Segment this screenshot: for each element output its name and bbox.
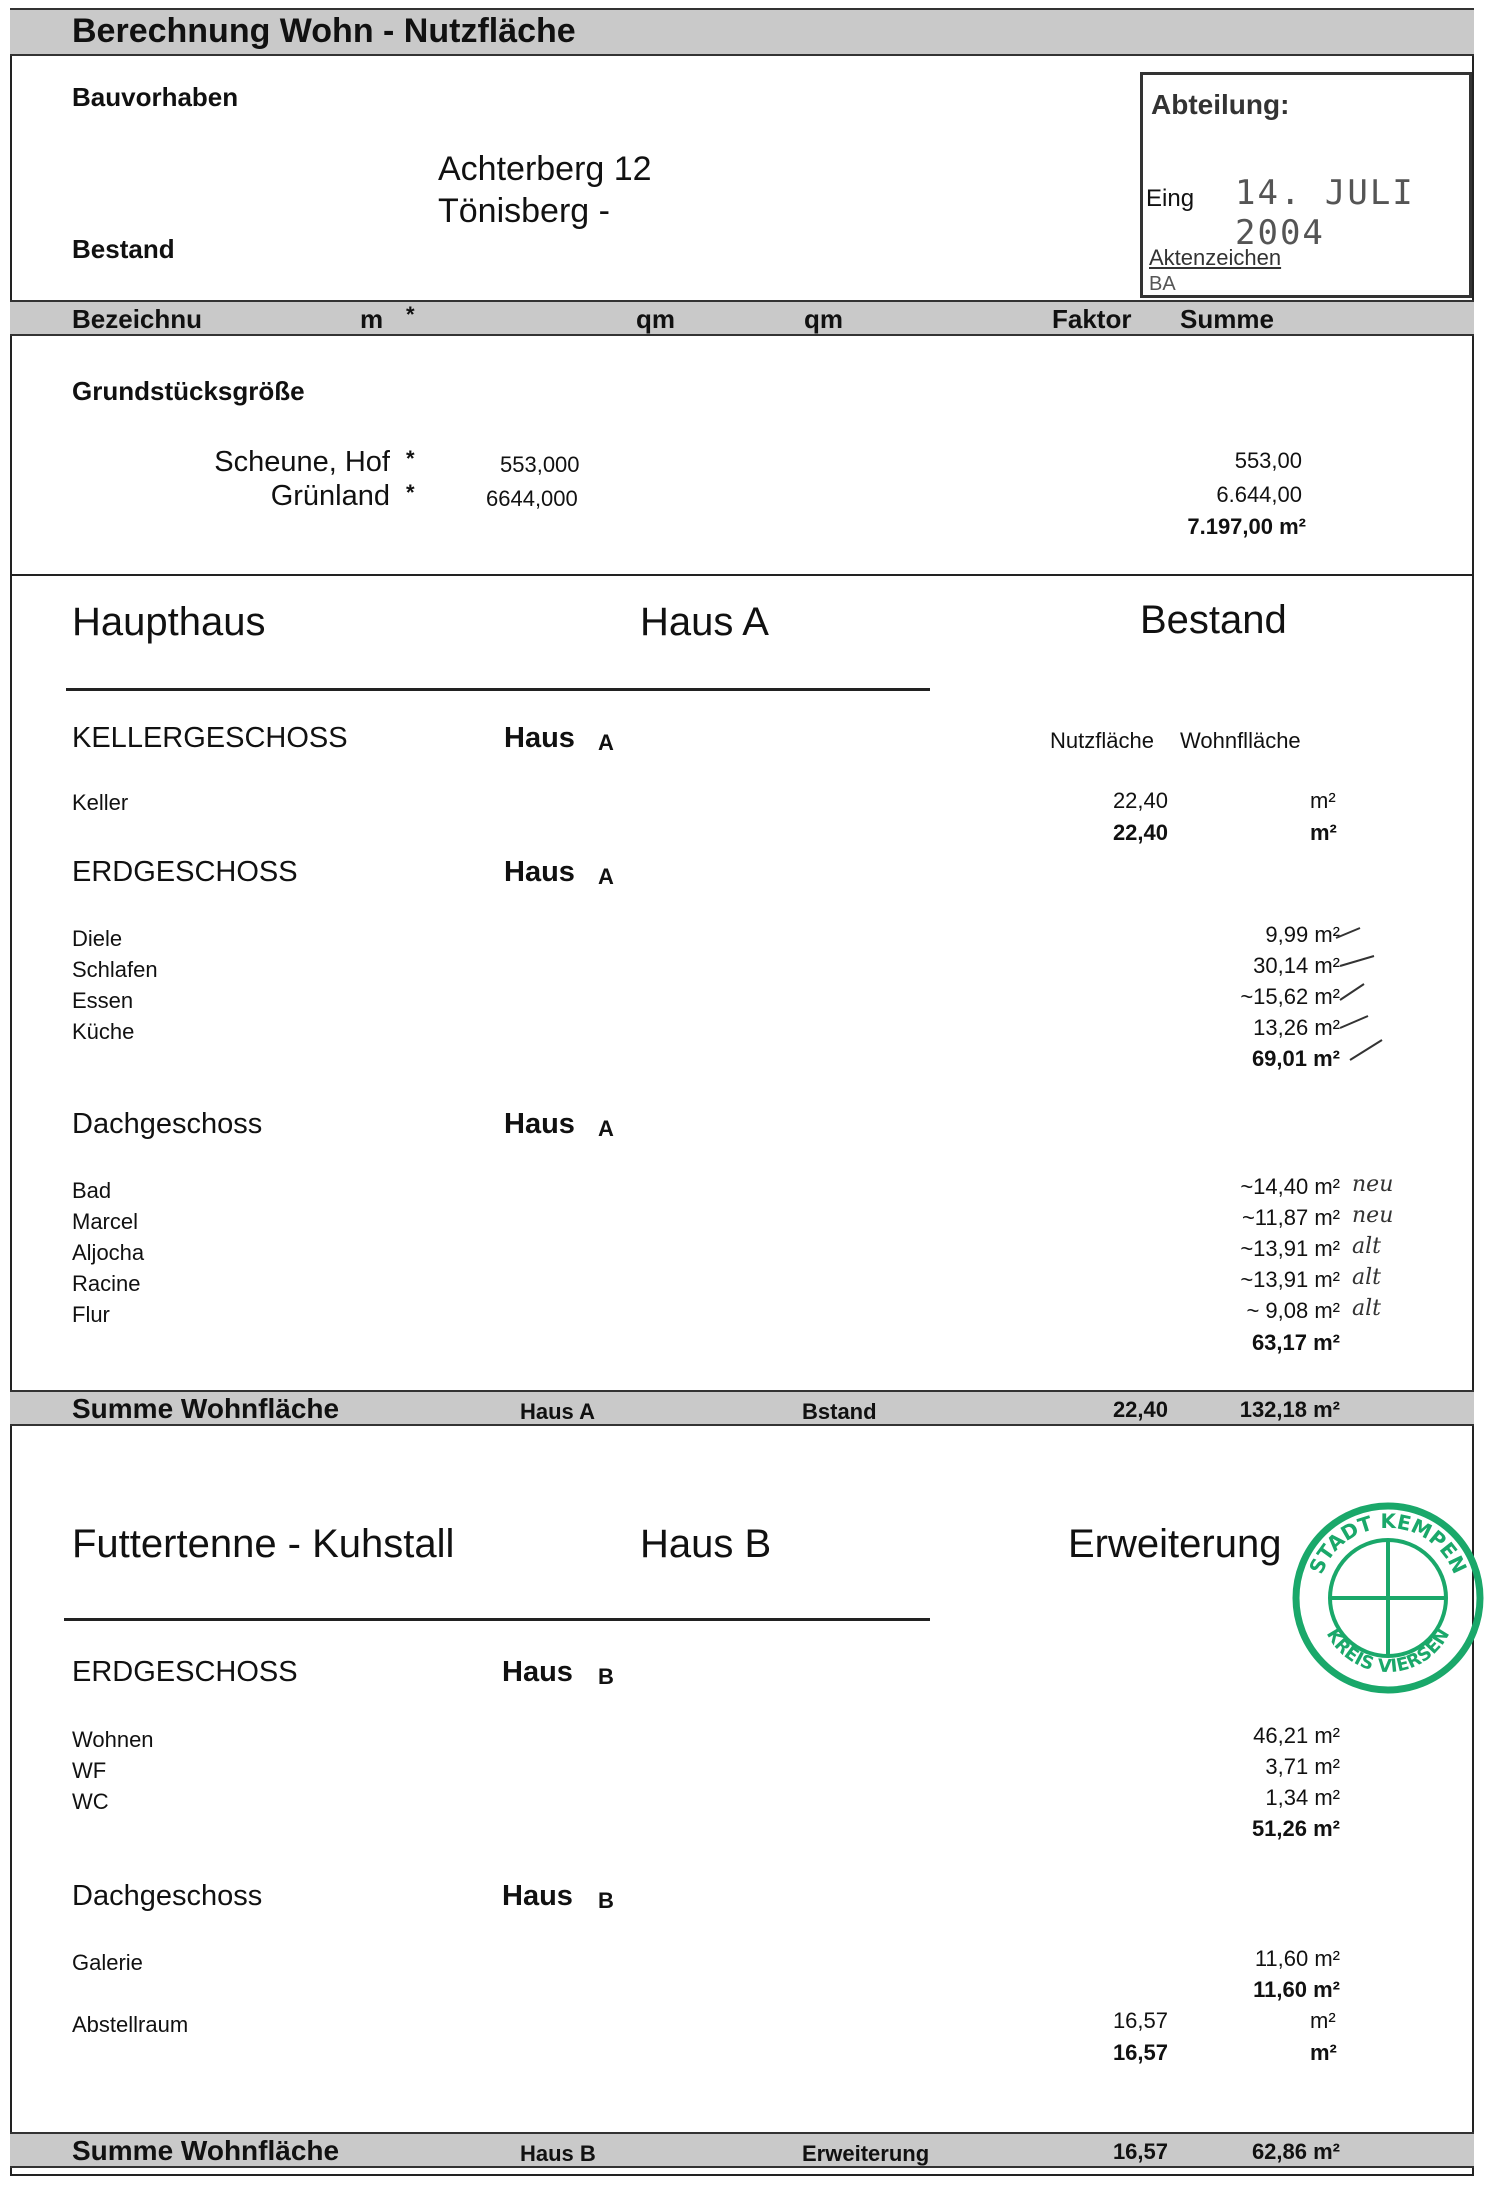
haus-a-status: Bestand — [1140, 598, 1287, 642]
summary-a-label: Summe Wohnfläche — [72, 1393, 340, 1424]
floor-haus: Haus — [504, 856, 575, 888]
summary-a-status: Bstand — [802, 1399, 877, 1424]
floor-heading: Dachgeschoss — [72, 1880, 263, 1912]
haus-a-title: Haupthaus — [72, 600, 266, 644]
dach-b-subtotal: 11,60 m² — [1253, 1977, 1340, 2002]
floor-heading: KELLERGESCHOSS — [72, 722, 348, 754]
ba-label: BA — [1149, 273, 1176, 295]
room-name: Schlafen — [72, 957, 158, 982]
handwritten-note: alt — [1352, 1296, 1381, 1321]
room-name: Aljocha — [72, 1240, 145, 1265]
floor-haus: Haus — [502, 1880, 573, 1912]
grundstueck-qm: 553,000 — [500, 452, 580, 477]
grundstueck-label: Scheune, Hof — [214, 446, 390, 478]
room-name: Wohnen — [72, 1727, 154, 1752]
room-name: Essen — [72, 988, 134, 1013]
room-wohn-value: 9,99 m² — [1265, 922, 1340, 947]
floor-heading: ERDGESCHOSS — [72, 856, 298, 888]
room-wohn-value: ~13,91 m² — [1240, 1236, 1340, 1261]
summary-a-haus: Haus A — [520, 1399, 595, 1424]
floor-haus: Haus — [502, 1656, 573, 1688]
grundstueck-sum: 553,00 — [1234, 448, 1302, 473]
seal-text-bottom: KREIS VIERSEN — [1321, 1624, 1455, 1678]
receipt-date: 14. JULI 2004 — [1235, 173, 1415, 253]
room-name: Küche — [72, 1019, 135, 1044]
haus-a-label: Haus A — [640, 600, 769, 644]
col-summe: Summe — [1180, 304, 1274, 334]
room-wohn-value: ~14,40 m² — [1240, 1174, 1340, 1199]
room-wohn-value: 3,71 m² — [1265, 1754, 1340, 1779]
room-name: WC — [72, 1789, 109, 1814]
room-wohn-value: ~11,87 m² — [1241, 1205, 1340, 1230]
receipt-stamp — [1140, 72, 1472, 298]
keller-subtotal-unit: m² — [1310, 820, 1337, 845]
check-marks — [1330, 920, 1390, 1070]
handwritten-note: alt — [1352, 1234, 1381, 1259]
room-name: Bad — [72, 1178, 112, 1203]
erd-a-subtotal: 69,01 m² — [1251, 1046, 1340, 1071]
floor-haus-letter: A — [598, 730, 614, 755]
bauvorhaben-label: Bauvorhaben — [72, 82, 239, 112]
room-wohn-value: 30,14 m² — [1253, 953, 1340, 978]
grundstueck-star: * — [406, 480, 415, 505]
room-name: Marcel — [72, 1209, 139, 1234]
haus-a-underline — [66, 688, 930, 691]
dach-a-subtotal: 63,17 m² — [1251, 1330, 1340, 1355]
handwritten-note: neu — [1352, 1203, 1394, 1228]
grundstueck-label: Grünland — [270, 480, 390, 512]
section-divider — [10, 574, 1474, 576]
col-qm-2: qm — [804, 304, 843, 334]
room-name: Flur — [72, 1302, 110, 1327]
handwritten-note: neu — [1352, 1172, 1394, 1197]
haus-b-title: Futtertenne - Kuhstall — [72, 1522, 455, 1566]
address-line-2: Tönisberg - — [438, 192, 610, 230]
room-name: Racine — [72, 1271, 141, 1296]
room-wohn-value: 13,26 m² — [1253, 1015, 1340, 1040]
handwritten-note: alt — [1352, 1265, 1381, 1290]
room-nutz-value: 16,57 — [1112, 2008, 1168, 2033]
room-name: Diele — [72, 926, 123, 951]
room-nutz-value: 22,40 — [1112, 788, 1168, 813]
summary-b-status: Erweiterung — [802, 2141, 930, 2166]
summary-b-wohn: 62,86 m² — [1251, 2139, 1340, 2164]
keller-subtotal: 22,40 — [1112, 820, 1168, 845]
grundstueck-star: * — [406, 446, 415, 471]
grundstueck-total: 7.197,00 m² — [1187, 514, 1306, 539]
summary-b-haus: Haus B — [520, 2141, 596, 2166]
floor-haus-letter: B — [598, 1664, 614, 1689]
floor-haus-letter: A — [598, 1116, 614, 1141]
floor-heading: Dachgeschoss — [72, 1108, 263, 1140]
grundstueck-sum: 6.644,00 — [1216, 482, 1302, 507]
summary-a-nutz: 22,40 — [1112, 1397, 1168, 1422]
haus-b-underline — [64, 1618, 930, 1621]
bestand-label: Bestand — [72, 234, 175, 264]
erd-b-subtotal: 51,26 m² — [1251, 1816, 1340, 1841]
col-wohnflaeche: Wohnflläche — [1180, 728, 1301, 753]
floor-haus-letter: B — [598, 1888, 614, 1913]
grundstueck-qm: 6644,000 — [486, 486, 578, 511]
room-wohn-value: ~ 9,08 m² — [1246, 1298, 1340, 1323]
eing-label: Eing — [1146, 185, 1195, 212]
room-wohn-value: 11,60 m² — [1254, 1946, 1340, 1971]
haus-b-status: Erweiterung — [1068, 1522, 1282, 1566]
haus-b-label: Haus B — [640, 1522, 772, 1566]
aktenzeichen-label: Aktenzeichen — [1149, 245, 1282, 270]
summary-b-nutz: 16,57 — [1112, 2139, 1168, 2164]
room-wohn-value: ~13,91 m² — [1240, 1267, 1340, 1292]
address-line-1: Achterberg 12 — [438, 150, 652, 188]
room-wohn-value: ~15,62 m² — [1240, 984, 1340, 1009]
col-nutzflaeche: Nutzfläche — [1050, 728, 1154, 753]
col-m: m — [360, 304, 384, 334]
page-title: Berechnung Wohn - Nutzfläche — [72, 12, 576, 50]
abstell-subtotal: 16,57 — [1112, 2040, 1168, 2065]
floor-haus-letter: A — [598, 864, 614, 889]
col-star: * — [406, 302, 415, 327]
floor-haus: Haus — [504, 1108, 575, 1140]
abteilung-label: Abteilung: — [1151, 89, 1290, 120]
seal-text-top: STADT KEMPEN — [1304, 1508, 1472, 1578]
city-seal-stamp — [1290, 1500, 1486, 1696]
room-name: Galerie — [72, 1950, 143, 1975]
room-name: WF — [72, 1758, 107, 1783]
grundstueck-heading: Grundstücksgröße — [72, 376, 305, 406]
col-faktor: Faktor — [1052, 304, 1132, 334]
room-unit: m² — [1310, 2008, 1336, 2033]
summary-b-label: Summe Wohnfläche — [72, 2135, 340, 2166]
abstell-subtotal-unit: m² — [1310, 2040, 1337, 2065]
room-wohn-value: 46,21 m² — [1253, 1723, 1340, 1748]
room-unit: m² — [1310, 788, 1336, 813]
summary-a-wohn: 132,18 m² — [1239, 1397, 1340, 1422]
room-name: Abstellraum — [72, 2012, 189, 2037]
col-qm-1: qm — [636, 304, 675, 334]
room-name: Keller — [72, 790, 129, 815]
col-bezeichnung: Bezeichnu — [72, 304, 203, 334]
floor-haus: Haus — [504, 722, 575, 754]
room-wohn-value: 1,34 m² — [1265, 1785, 1340, 1810]
floor-heading: ERDGESCHOSS — [72, 1656, 298, 1688]
